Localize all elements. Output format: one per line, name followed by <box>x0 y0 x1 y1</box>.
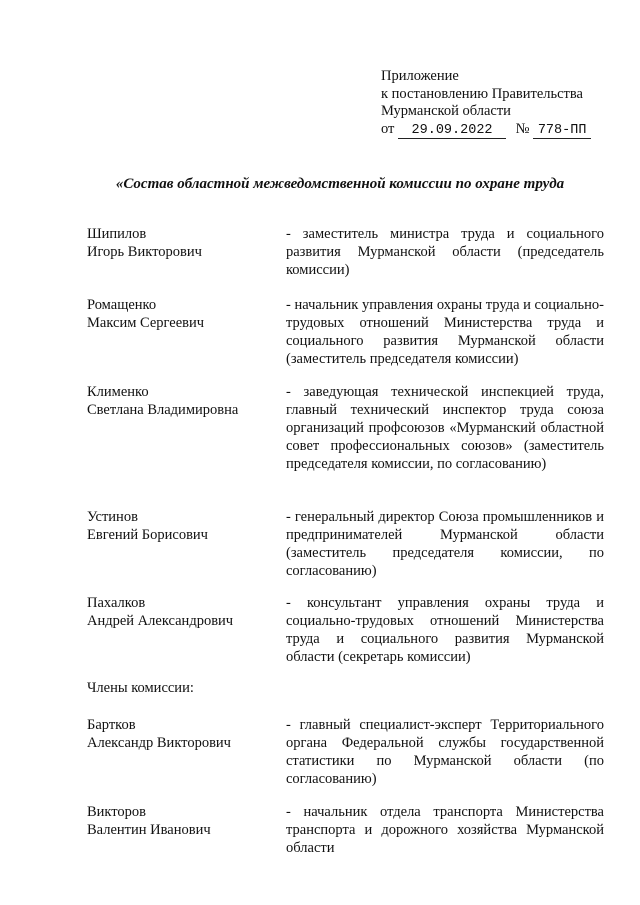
member-surname: Клименко <box>87 384 149 400</box>
member-surname: Устинов <box>87 509 138 525</box>
member-role: - заведующая технической инспекцией труда, главный технический инспектор труда союза организаций профсоюзов «Мурманский областной совет профессиональных союзов» (заместитель председателя комиссии, по согласованию) <box>286 384 604 472</box>
members-heading: Члены комиссии: <box>87 680 194 696</box>
member-surname: Пахалков <box>87 595 146 611</box>
member-name <box>87 803 277 839</box>
member-given-name: Андрей Александрович <box>87 613 234 629</box>
member-name <box>87 383 277 419</box>
member-role: - начальник управления охраны труда и социально-трудовых отношений Министерства труда и социального развития Мурманской области (заместитель председателя комиссии) <box>286 297 604 367</box>
member-name <box>87 508 277 544</box>
decree-line <box>381 121 591 139</box>
appendix-header <box>381 68 591 139</box>
member-given-name: Александр Викторович <box>87 735 231 751</box>
member-given-name: Игорь Викторович <box>87 244 202 260</box>
member-role: - генеральный директор Союза промышленников и предпринимателей Мурманской области (заместитель председателя комиссии, по согласованию) <box>286 509 604 579</box>
member-surname: Викторов <box>87 804 147 820</box>
appendix-label: Приложение <box>381 68 459 84</box>
appendix-resolution: к постановлению Правительства <box>381 85 583 102</box>
member-given-name: Светлана Владимировна <box>87 402 239 418</box>
number-prefix: № <box>515 120 530 137</box>
decree-date: 29.09.2022 <box>398 124 506 139</box>
member-role: - главный специалист-эксперт Территориального органа Федеральной службы государственной статистики по Мурманской области (по согласованию) <box>286 717 604 787</box>
member-role: - начальник отдела транспорта Министерства транспорта и дорожного хозяйства Мурманской области <box>286 804 604 856</box>
decree-number: 778-ПП <box>533 124 591 139</box>
date-prefix: от <box>381 120 395 137</box>
appendix-region: Мурманской области <box>381 103 511 119</box>
member-surname: Бартков <box>87 717 136 733</box>
document-title: «Состав областной межведомственной комиссии по охране труда <box>115 176 565 192</box>
member-name <box>87 296 277 332</box>
member-name <box>87 225 277 261</box>
member-given-name: Евгений Борисович <box>87 527 208 543</box>
member-given-name: Валентин Иванович <box>87 822 211 838</box>
member-name <box>87 716 277 752</box>
member-surname: Ромащенко <box>87 297 157 313</box>
member-role: - заместитель министра труда и социального развития Мурманской области (председатель комиссии) <box>286 226 604 278</box>
member-surname: Шипилов <box>87 226 147 242</box>
member-role: - консультант управления охраны труда и социально-трудовых отношений Министерства труда и социального развития Мурманской области (секретарь комиссии) <box>286 595 604 665</box>
member-given-name: Максим Сергеевич <box>87 315 205 331</box>
member-name <box>87 594 277 630</box>
